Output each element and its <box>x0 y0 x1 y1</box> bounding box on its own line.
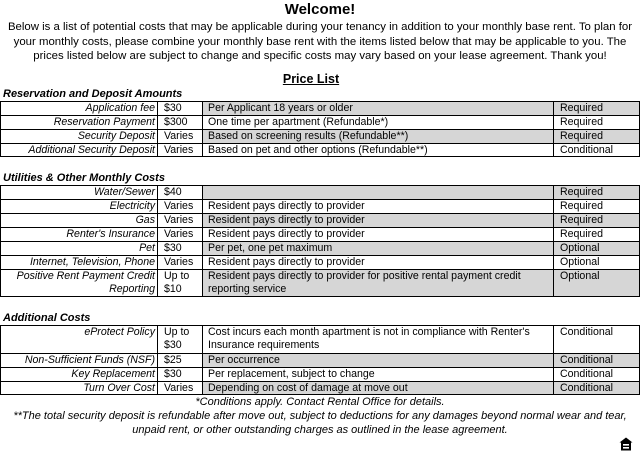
table-row <box>0 185 640 199</box>
item-status: Optional <box>553 255 640 269</box>
intro-line: Below is a list of potential costs that may be applicable during your tenancy in addition to your monthly base rent. To plan for <box>7 21 633 33</box>
intro-line: your monthly costs, please combine your monthly base rent with the items listed below that may be applicable to you. The <box>13 35 627 48</box>
table-row <box>0 241 640 255</box>
item-description: Resident pays directly to provider <box>202 227 553 241</box>
item-status: Required <box>553 213 640 227</box>
item-status: Optional <box>553 269 640 297</box>
table-row <box>0 381 640 395</box>
item-description: Resident pays directly to provider <box>202 213 553 227</box>
item-description: Per replacement, subject to change <box>202 367 553 381</box>
item-status: Required <box>553 185 640 199</box>
item-amount: $25 <box>157 353 202 367</box>
table-row <box>0 325 640 353</box>
footnotes <box>0 395 640 437</box>
table-row <box>0 367 640 381</box>
price-list-title: Price List <box>282 72 340 86</box>
item-amount: $40 <box>157 185 202 199</box>
table-row <box>0 255 640 269</box>
table-row <box>0 199 640 213</box>
item-description: One time per apartment (Refundable*) <box>202 115 553 129</box>
item-amount: Up to $10 <box>157 269 202 297</box>
item-name: Gas <box>0 213 157 227</box>
item-status: Conditional <box>553 367 640 381</box>
page-title: Welcome! <box>284 1 356 18</box>
item-description: Resident pays directly to provider <box>202 199 553 213</box>
item-name: Renter's Insurance <box>0 227 157 241</box>
item-description: Per pet, one pet maximum <box>202 241 553 255</box>
item-status: Required <box>553 199 640 213</box>
item-name: Electricity <box>0 199 157 213</box>
section-heading-reservation: Reservation and Deposit Amounts <box>3 88 183 100</box>
item-amount: Varies <box>157 227 202 241</box>
item-amount: Varies <box>157 143 202 157</box>
intro-line: prices listed below are subject to change and specific costs may vary based on your lease agreement. Thank you! <box>33 50 607 62</box>
item-name: Additional Security Deposit <box>0 143 157 157</box>
table-row <box>0 143 640 157</box>
table-row <box>0 115 640 129</box>
item-name: eProtect Policy <box>0 325 157 353</box>
item-amount: $300 <box>157 115 202 129</box>
table-row <box>0 227 640 241</box>
item-name: Pet <box>0 241 157 255</box>
item-description: Per Applicant 18 years or older <box>202 101 553 115</box>
utilities-table <box>0 185 640 297</box>
item-name: Non-Sufficient Funds (NSF) <box>0 353 157 367</box>
footnote: unpaid rent, or other outstanding charges as outlined in the lease agreement. <box>132 424 508 436</box>
section-heading-additional: Additional Costs <box>3 312 91 324</box>
item-description: Cost incurs each month apartment is not in compliance with Renter's Insurance requirements <box>202 325 553 353</box>
item-name: Application fee <box>0 101 157 115</box>
item-amount: Varies <box>157 199 202 213</box>
item-name: Water/Sewer <box>0 185 157 199</box>
table-row <box>0 353 640 367</box>
reservation-table <box>0 101 640 157</box>
item-status: Required <box>553 129 640 143</box>
item-status: Required <box>553 101 640 115</box>
item-amount: $30 <box>157 101 202 115</box>
item-name: Security Deposit <box>0 129 157 143</box>
section-heading-utilities: Utilities & Other Monthly Costs <box>3 172 165 184</box>
item-status: Conditional <box>553 381 640 395</box>
item-amount: Varies <box>157 255 202 269</box>
item-amount: $30 <box>157 367 202 381</box>
equal-housing-opportunity-icon <box>619 437 633 451</box>
footnote: **The total security deposit is refundable after move out, subject to deductions for any damages beyond normal wear and tear, <box>13 410 627 422</box>
item-amount: Varies <box>157 129 202 143</box>
item-status: Optional <box>553 241 640 255</box>
item-status: Conditional <box>553 143 640 157</box>
table-row <box>0 101 640 115</box>
item-description: Depending on cost of damage at move out <box>202 381 553 395</box>
item-amount: Varies <box>157 381 202 395</box>
item-amount: Up to $30 <box>157 325 202 353</box>
item-amount: Varies <box>157 213 202 227</box>
item-description: Resident pays directly to provider <box>202 255 553 269</box>
item-description: Resident pays directly to provider for positive rental payment credit reporting service <box>202 269 553 297</box>
footnote: *Conditions apply. Contact Rental Office for details. <box>195 396 445 408</box>
item-name: Key Replacement <box>0 367 157 381</box>
item-name: Positive Rent Payment Credit Reporting <box>0 269 157 297</box>
item-description: Based on pet and other options (Refundable**) <box>202 143 553 157</box>
table-row <box>0 213 640 227</box>
item-status: Required <box>553 227 640 241</box>
item-name: Reservation Payment <box>0 115 157 129</box>
item-description <box>202 185 553 199</box>
item-description: Per occurrence <box>202 353 553 367</box>
item-status: Required <box>553 115 640 129</box>
intro-paragraph <box>0 20 640 64</box>
item-status: Conditional <box>553 325 640 353</box>
item-name: Internet, Television, Phone <box>0 255 157 269</box>
item-status: Conditional <box>553 353 640 367</box>
item-description: Based on screening results (Refundable**) <box>202 129 553 143</box>
additional-costs-table <box>0 325 640 395</box>
item-amount: $30 <box>157 241 202 255</box>
item-name: Turn Over Cost <box>0 381 157 395</box>
table-row <box>0 129 640 143</box>
table-row <box>0 269 640 297</box>
